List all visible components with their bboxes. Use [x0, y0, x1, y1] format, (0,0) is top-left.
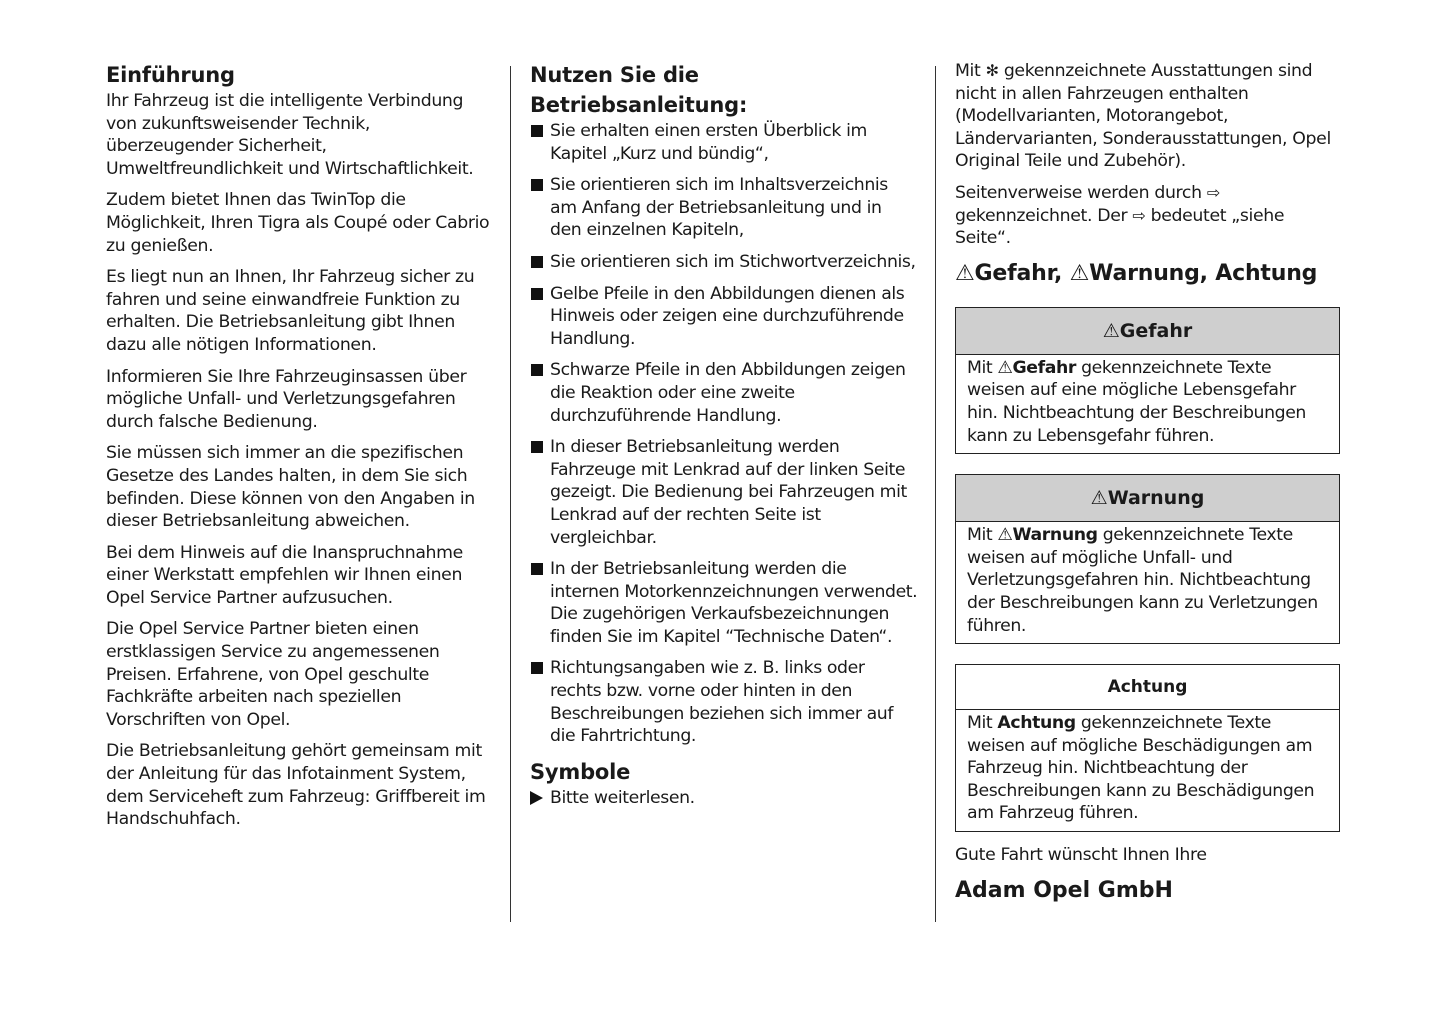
square-bullet-icon — [531, 125, 543, 137]
list-item-text: Gelbe Pfeile in den Abbildungen dienen als Hinweis oder zeigen eine durchzuführende Handlung. — [550, 283, 905, 349]
square-bullet-icon — [531, 441, 543, 453]
options-paragraph — [955, 60, 1340, 173]
column-usage — [530, 60, 918, 809]
box-body-prefix: Mit — [967, 713, 993, 734]
column-introduction — [106, 60, 494, 840]
intro-paragraph: Zudem bietet Ihnen das TwinTop die Möglichkeit, Ihren Tigra als Coupé oder Cabrio zu genießen. — [106, 190, 490, 256]
warning-box — [955, 474, 1340, 644]
square-bullet-icon — [531, 364, 543, 376]
square-bullet-icon — [531, 563, 543, 575]
list-item — [530, 174, 918, 242]
page-reference-arrow-icon: ⇨ — [1206, 182, 1220, 202]
square-bullet-icon — [531, 288, 543, 300]
warning-triangle-icon: ⚠ — [955, 260, 975, 286]
warning-box-body — [956, 522, 1339, 643]
square-bullet-icon — [531, 179, 543, 191]
caution-box-header — [956, 665, 1339, 710]
caution-box-title: Achtung — [1107, 677, 1188, 698]
heading-gefahr-text: Gefahr, — [974, 260, 1063, 286]
warning-triangle-icon: ⚠ — [1102, 319, 1120, 342]
box-body-prefix: Mit — [967, 357, 993, 378]
page-ref-text: bedeutet „siehe Seite“. — [955, 205, 1285, 249]
warning-triangle-icon: ⚠ — [997, 357, 1013, 378]
column-divider-right — [935, 66, 936, 922]
square-bullet-icon — [531, 662, 543, 674]
danger-box — [955, 307, 1340, 454]
options-prefix: Mit — [955, 61, 981, 81]
usage-list — [530, 120, 918, 748]
intro-paragraph: Ihr Fahrzeug ist die intelligente Verbindung von zukunftsweisender Technik, überzeugender Sicherheit, Umweltfreundlichkeit und Wirtschaftlichkeit. — [106, 91, 474, 179]
box-body-text: gekennzeichnete Texte weisen auf eine mögliche Lebensgefahr hin. Nichtbeachtung der Beschreibungen kann zu Lebensgefahr führen. — [967, 357, 1306, 446]
warning-triangle-icon: ⚠ — [1090, 487, 1108, 510]
caution-box — [955, 664, 1340, 832]
intro-paragraph: Informieren Sie Ihre Fahrzeuginsassen über mögliche Unfall- und Verletzungsgefahren durch falsche Bedienung. — [106, 366, 467, 432]
box-body-bold: Warnung — [1012, 525, 1098, 546]
intro-paragraph: Die Opel Service Partner bieten einen erstklassigen Service zu angemessenen Preisen. Erfahrene, von Opel geschulte Fachkräfte arbeiten nach speziellen Vorschriften von Opel. — [106, 619, 440, 730]
list-item — [530, 283, 918, 351]
intro-paragraph: Die Betriebsanleitung gehört gemeinsam mit der Anleitung für das Infotainment System, dem Serviceheft zum Fahrzeug: Griffbereit im Handschuhfach. — [106, 741, 486, 830]
box-body-prefix: Mit — [967, 525, 993, 546]
asterisk-flower-icon: ✻ — [985, 61, 999, 80]
list-item — [530, 359, 918, 427]
heading-nutzen: Nutzen Sie die Betriebsanleitung: — [530, 63, 748, 117]
danger-box-title: Gefahr — [1119, 319, 1193, 342]
options-text: gekennzeichnete Ausstattungen sind nicht in allen Fahrzeugen enthalten (Modellvarianten, Motorangebot, Ländervarianten, Sonderausstattungen, Opel Original Teile und Zubehör). — [955, 61, 1331, 172]
warning-triangle-icon: ⚠ — [997, 525, 1013, 546]
list-item — [530, 436, 918, 549]
column-divider-left — [510, 66, 511, 922]
box-body-bold: Achtung — [997, 713, 1076, 734]
caution-box-body — [956, 710, 1339, 831]
list-item — [530, 657, 918, 747]
danger-box-header — [956, 308, 1339, 355]
play-triangle-icon — [530, 791, 543, 805]
closing-text: Gute Fahrt wünscht Ihnen Ihre — [955, 845, 1207, 866]
warning-box-title: Warnung — [1107, 487, 1205, 510]
list-item-text: Sie orientieren sich im Stichwortverzeichnis, — [550, 251, 916, 272]
page-ref-text: Seitenverweise werden durch — [955, 182, 1202, 203]
intro-paragraph: Es liegt nun an Ihnen, Ihr Fahrzeug sicher zu fahren und seine einwandfreie Funktion zu erhalten. Die Betriebsanleitung gibt Ihnen dazu alle nötigen Informationen. — [106, 267, 475, 355]
heading-warnung-text: Warnung, Achtung — [1089, 260, 1318, 286]
signature: Adam Opel GmbH — [955, 877, 1173, 903]
list-item-text: Richtungsangaben wie z. B. links oder rechts bzw. vorne oder hinten in den Beschreibungen beziehen sich immer auf die Fahrtrichtung. — [550, 658, 894, 747]
page-ref-text: gekennzeichnet. Der — [955, 205, 1128, 226]
list-item-text: Sie erhalten einen ersten Überblick im Kapitel „Kurz und bündig“, — [550, 121, 867, 164]
page-reference-arrow-icon: ⇨ — [1132, 205, 1146, 225]
list-item-text: In dieser Betriebsanleitung werden Fahrzeuge mit Lenkrad auf der linken Seite gezeigt. Die Bedienung bei Fahrzeugen mit Lenkrad auf der rechten Seite ist vergleichbar. — [550, 437, 907, 548]
square-bullet-icon — [531, 256, 543, 268]
list-item-text: Schwarze Pfeile in den Abbildungen zeigen die Reaktion oder eine zweite durchzuführende Handlung. — [550, 360, 906, 426]
symbol-description: Bitte weiterlesen. — [550, 787, 695, 808]
list-item — [530, 251, 918, 274]
list-item — [530, 120, 918, 165]
warning-box-header — [956, 475, 1339, 522]
heading-symbole: Symbole — [530, 759, 631, 784]
intro-paragraph: Bei dem Hinweis auf die Inanspruchnahme einer Werkstatt empfehlen wir Ihnen einen Opel Service Partner aufzusuchen. — [106, 542, 463, 608]
list-item-text: In der Betriebsanleitung werden die internen Motorkennzeichnungen verwendet. Die zugehörigen Verkaufsbezeichnungen finden Sie im Kapitel “Technische Daten“. — [550, 559, 918, 647]
box-body-text: gekennzeichnete Texte weisen auf mögliche Unfall- und Verletzungsgefahren hin. Nichtbeachtung der Beschreibungen kann zu Verletzungen führen. — [967, 525, 1318, 636]
list-item-text: Sie orientieren sich im Inhaltsverzeichnis am Anfang der Betriebsanleitung und in den einzelnen Kapiteln, — [550, 175, 888, 241]
symbol-continue-reading — [530, 787, 918, 810]
heading-einfuehrung: Einführung — [106, 63, 235, 87]
danger-box-body — [956, 355, 1339, 453]
box-body-text: gekennzeichnete Texte weisen auf mögliche Beschädigungen am Fahrzeug hin. Nichtbeachtung der Beschreibungen kann zu Beschädigungen am Fahrzeug führen. — [967, 713, 1315, 824]
intro-paragraph: Sie müssen sich immer an die spezifischen Gesetze des Landes halten, in dem Sie sich befinden. Diese können von den Angaben in dieser Betriebsanleitung abweichen. — [106, 443, 475, 532]
list-item — [530, 558, 918, 648]
column-symbols-warnings — [955, 60, 1340, 906]
page-reference-paragraph — [955, 182, 1340, 250]
warning-triangle-icon: ⚠ — [1069, 260, 1090, 286]
heading-warnings — [955, 259, 1340, 289]
box-body-bold: Gefahr — [1012, 357, 1076, 378]
